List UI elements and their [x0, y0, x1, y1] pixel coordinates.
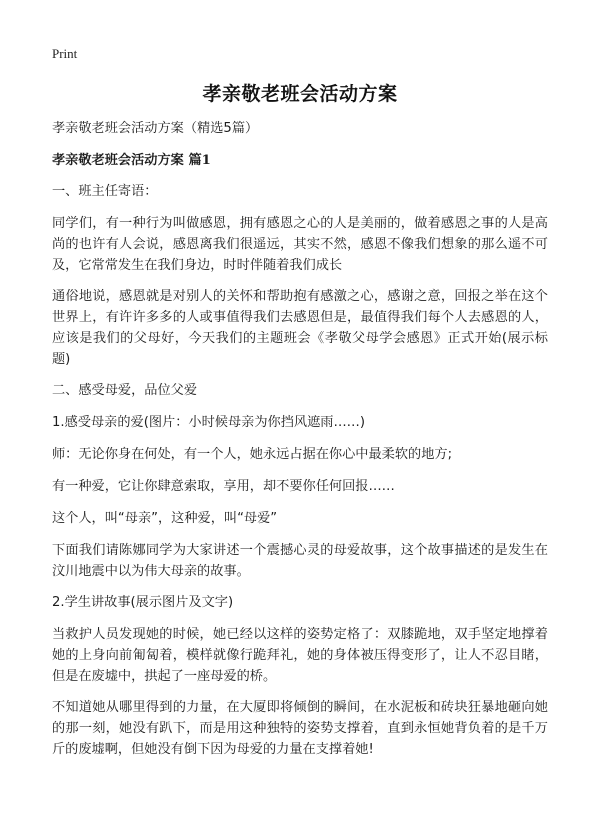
section-heading: 孝亲敬老班会活动方案 篇1: [52, 153, 211, 168]
paragraph-mother-strength: 不知道她从哪里得到的力量，在大厦即将倾倒的瞬间，在水泥板和砖块狂暴地砸向她的那一刻，她没有趴下，而是用这种独特的姿势支撑着，直到永恒她背负着的是千万斤的废墟啊，但她没有倒下因为母爱的力量在支撑着她!: [52, 700, 548, 757]
paragraph-student-story-heading: 2.学生讲故事(展示图片及文字): [52, 595, 234, 610]
paragraph-section-two-heading: 二、感受母爱，品位父爱: [52, 383, 198, 398]
paragraph-rescue-scene: 当救护人员发现她的时候，她已经以这样的姿势定格了：双膝跪地，双手坚定地撑着她的上身向前匍匐着，模样就像行跪拜礼，她的身体被压得变形了，让人不忍目睹，但是在废墟中，拱起了一座母爱的桥。: [52, 627, 548, 684]
document-title: 孝亲敬老班会活动方案: [202, 83, 398, 105]
paragraph-mother-definition: 这个人，叫“母亲”，这种爱，叫“母爱”: [52, 511, 278, 526]
print-label: Print: [52, 46, 78, 61]
document-subtitle: 孝亲敬老班会活动方案（精选5篇）: [52, 121, 259, 136]
paragraph-feel-mother-love: 1.感受母亲的爱(图片：小时候母亲为你挡风遮雨……): [52, 415, 365, 430]
paragraph-teacher-line: 师：无论你身在何处，有一个人，她永远占据在你心中最柔软的地方;: [52, 447, 453, 462]
paragraph-gratitude-definition: 通俗地说，感恩就是对别人的关怀和帮助抱有感激之心，感谢之意，回报之举在这个世界上，有许许多多的人或事值得我们去感恩但是，最值得我们每个人去感恩的人，应该是我们的父母好，今天我们的主题班会《孝敬父母学会感恩》正式开始(展示标题): [52, 289, 548, 367]
document-body: [52, 118, 548, 770]
paragraph-teacher-message-heading: 一、班主任寄语：: [52, 184, 158, 199]
paragraph-intro: 同学们，有一种行为叫做感恩，拥有感恩之心的人是美丽的，做着感恩之事的人是高尚的也许有人会说，感恩离我们很遥远，其实不然，感恩不像我们想象的那么遥不可及，它常常发生在我们身边，时时伴随着我们成长: [52, 216, 548, 273]
paragraph-story-intro: 下面我们请陈娜同学为大家讲述一个震撼心灵的母爱故事，这个故事描述的是发生在汶川地震中以为伟大母亲的故事。: [52, 543, 548, 579]
paragraph-a-kind-of-love: 有一种爱，它让你肆意索取，享用，却不要你任何回报……: [52, 479, 395, 494]
